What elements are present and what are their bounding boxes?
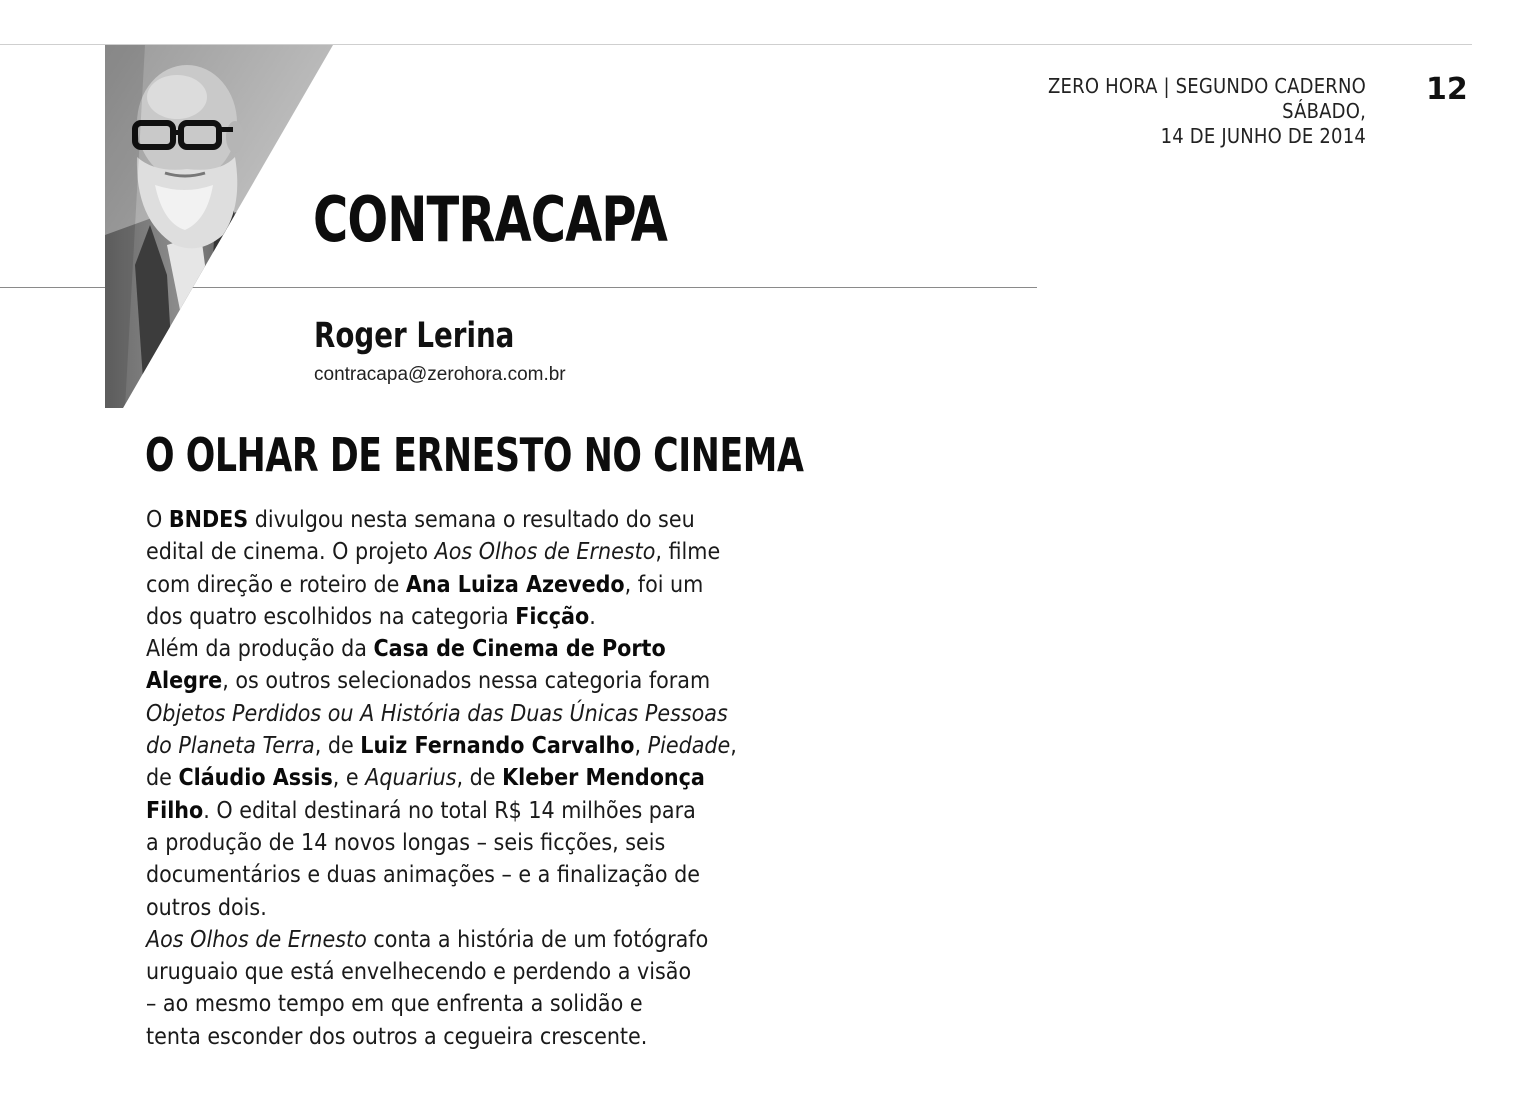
bold-text: Cláudio Assis [178, 765, 333, 792]
text-run: divulgou nesta semana o resultado do seu [248, 507, 695, 533]
text-run: uruguaio que está envelhecendo e perdendo a visão [146, 959, 692, 986]
italic-text: Piedade [647, 733, 731, 760]
bold-text: Kleber Mendonça [502, 765, 705, 792]
article-line [146, 924, 766, 956]
text-run: , de [456, 765, 503, 792]
bold-text: BNDES [168, 507, 249, 533]
text-run: Além da produção da [146, 636, 374, 663]
article-headline: O OLHAR DE ERNESTO NO CINEMA [145, 428, 804, 482]
article-line [146, 504, 766, 536]
text-run: documentários e duas animações – e a finalização de [146, 862, 700, 889]
article-line [146, 601, 766, 633]
author-email[interactable]: contracapa@zerohora.com.br [314, 364, 566, 385]
italic-text: Aos Olhos de Ernesto [434, 539, 656, 566]
author-name: Roger Lerina [314, 316, 515, 356]
section-title: CONTRACAPA [313, 183, 668, 256]
italic-text: Aquarius [365, 765, 457, 792]
masthead-publication: ZERO HORA | SEGUNDO CADERNO [1048, 74, 1366, 98]
text-run: , os outros selecionados nessa categoria foram [222, 668, 711, 695]
text-run: , [634, 733, 648, 760]
text-run: tenta esconder dos outros a cegueira crescente. [146, 1023, 648, 1050]
text-run: , e [332, 765, 366, 792]
text-run: , [730, 733, 737, 760]
text-run: , de [314, 733, 361, 760]
article-line [146, 1021, 766, 1053]
article-line [146, 730, 766, 762]
text-run: . [589, 603, 596, 630]
italic-text: Aos Olhos de Ernesto [146, 926, 367, 953]
text-run: dos quatro escolhidos na categoria [146, 603, 516, 630]
bold-text: Ana Luiza Azevedo [405, 571, 625, 598]
masthead [1048, 74, 1366, 149]
article-line [146, 827, 766, 859]
article-line [146, 665, 766, 697]
article-line [146, 892, 766, 924]
article-line [146, 698, 766, 730]
article-line [146, 795, 766, 827]
text-run: , filme [655, 539, 721, 566]
article-line [146, 569, 766, 601]
masthead-date: 14 DE JUNHO DE 2014 [1160, 124, 1366, 148]
bold-text: Filho [146, 797, 204, 824]
text-run: com direção e roteiro de [146, 571, 406, 598]
bold-text: Luiz Fernando Carvalho [360, 733, 635, 760]
bold-text: Ficção [515, 603, 590, 630]
article-line [146, 536, 766, 568]
article-line [146, 988, 766, 1020]
italic-text: Objetos Perdidos ou A História das Duas Únicas Pessoas [146, 700, 728, 727]
text-run: outros dois. [146, 894, 267, 921]
text-run: de [146, 765, 179, 792]
article-line [146, 859, 766, 891]
text-run: conta a história de um fotógrafo [366, 926, 709, 953]
text-run: , foi um [624, 571, 704, 598]
bold-text: Casa de Cinema de Porto [373, 636, 666, 663]
text-run: O [146, 507, 169, 533]
masthead-weekday: SÁBADO, [1282, 99, 1366, 123]
text-run: . O edital destinará no total R$ 14 milhões para [203, 797, 696, 824]
article-body [146, 504, 766, 1053]
text-run: edital de cinema. O projeto [146, 539, 435, 566]
italic-text: do Planeta Terra [146, 733, 315, 760]
text-run: – ao mesmo tempo em que enfrenta a solidão e [146, 991, 643, 1018]
article-line [146, 633, 766, 665]
page-number: 12 [1426, 72, 1468, 107]
article-line [146, 762, 766, 794]
columnist-photo [105, 45, 335, 408]
bold-text: Alegre [146, 668, 223, 695]
article-line [146, 956, 766, 988]
text-run: a produção de 14 novos longas – seis ficções, seis [146, 829, 666, 856]
